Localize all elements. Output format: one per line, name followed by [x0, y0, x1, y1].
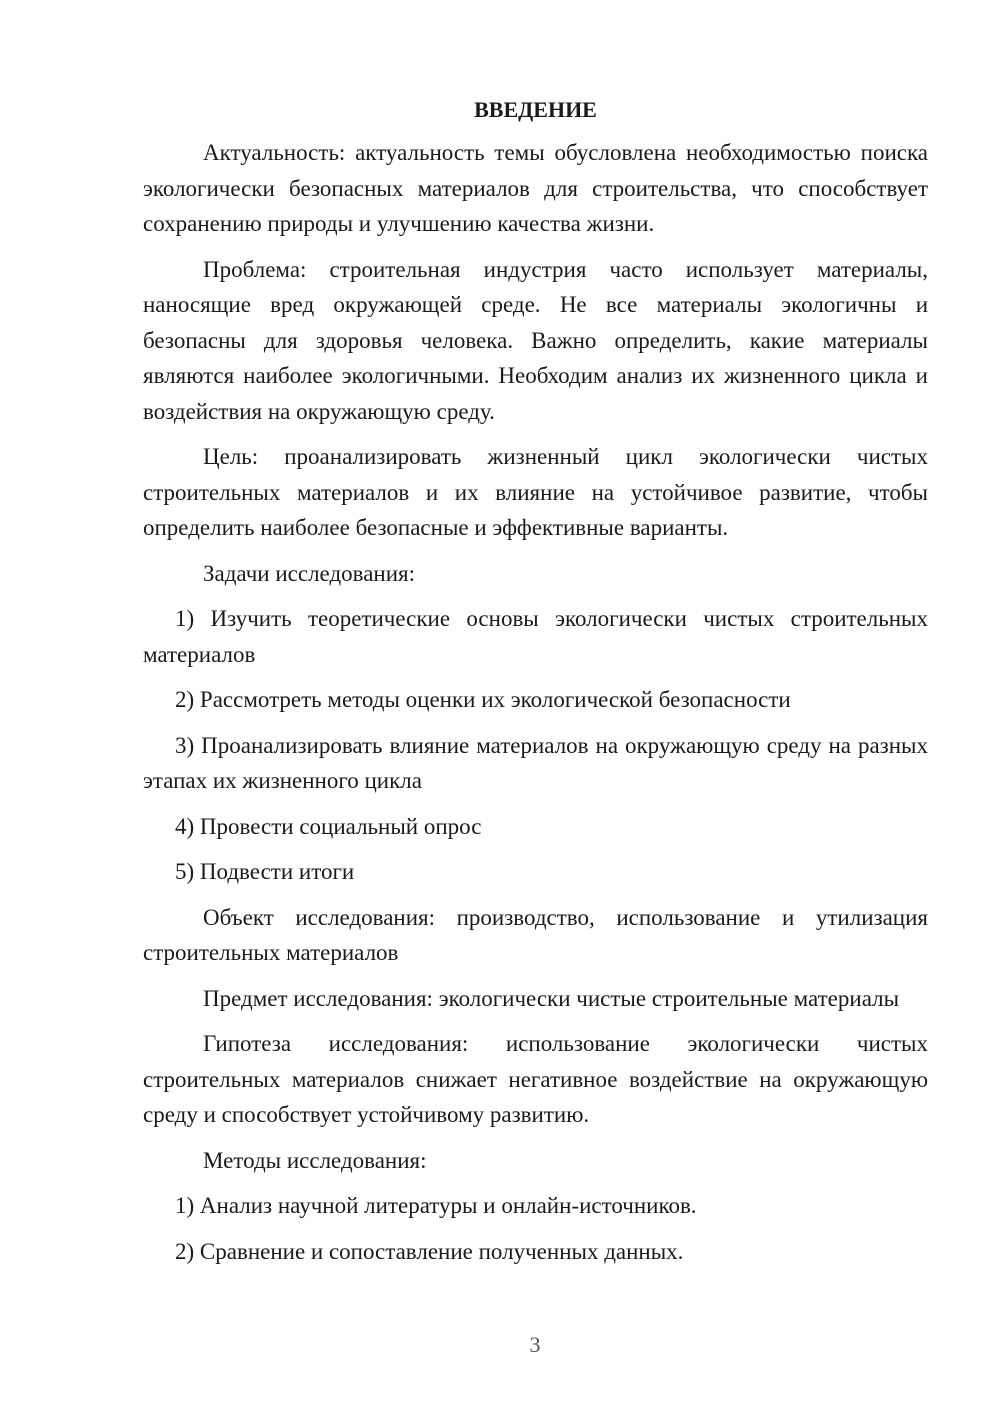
hypothesis-paragraph: Гипотеза исследования: использование экологически чистых строительных материалов снижает негативное воздействие на окружающую среду и способствует устойчивому развитию.	[143, 1031, 928, 1127]
object-paragraph: Объект исследования: производство, использование и утилизация строительных материалов	[143, 904, 928, 965]
page-number: 3	[529, 1332, 541, 1357]
task-item: 5) Подвести итоги	[175, 859, 355, 884]
method-item: 2) Сравнение и сопоставление полученных данных.	[175, 1238, 684, 1264]
task-item: 2) Рассмотреть методы оценки их экологической безопасности	[175, 687, 791, 712]
relevance-paragraph: Актуальность: актуальность темы обусловлена необходимостью поиска экологически безопасных материалов для строительства, что способствует сохранению природы и улучшению качества жизни.	[143, 140, 928, 236]
page-title: ВВЕДЕНИЕ	[474, 97, 597, 122]
task-item: 1) Изучить теоретические основы экологически чистых строительных материалов	[143, 606, 928, 667]
methods-heading: Методы исследования:	[203, 1147, 427, 1173]
tasks-heading: Задачи исследования:	[203, 560, 416, 586]
page-content	[143, 94, 928, 1279]
task-item: 3) Проанализировать влияние материалов на окружающую среду на разных этапах их жизненного цикла	[143, 732, 928, 793]
problem-paragraph: Проблема: строительная индустрия часто использует материалы, наносящие вред окружающей среде. Не все материалы экологичны и безопасны для здоровья человека. Важно определить, какие материалы являются наиболее экологичными. Необходим анализ их жизненного цикла и воздействия на окружающую среду.	[143, 256, 928, 424]
goal-paragraph: Цель: проанализировать жизненный цикл экологически чистых строительных материалов и их влияние на устойчивое развитие, чтобы определить наиболее безопасные и эффективные варианты.	[143, 444, 928, 540]
method-item: 1) Анализ научной литературы и онлайн-источников.	[175, 1193, 697, 1218]
task-item: 4) Провести социальный опрос	[175, 813, 482, 839]
subject-paragraph: Предмет исследования: экологически чистые строительные материалы	[203, 985, 900, 1011]
